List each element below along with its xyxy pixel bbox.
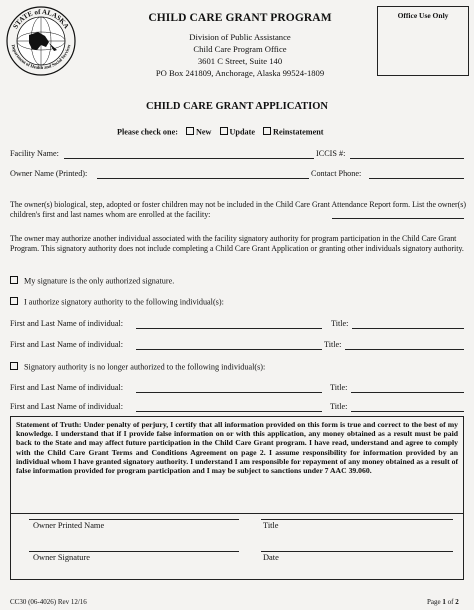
authorized-title-label-2: Title:: [324, 340, 342, 349]
page-of: of: [447, 598, 454, 606]
office-use-box: [377, 6, 469, 76]
only-signature-label: My signature is the only authorized signature.: [24, 276, 175, 286]
facility-name-field[interactable]: [64, 158, 314, 159]
division-line: Division of Public Assistance: [189, 32, 291, 42]
revoked-name-label-1: First and Last Name of individual:: [10, 383, 124, 392]
alaska-state-seal-icon: [5, 5, 77, 77]
revoked-name-field-1[interactable]: [136, 392, 322, 393]
authorized-title-field-2[interactable]: [345, 349, 464, 350]
check-one-prompt: Please check one:: [117, 127, 178, 137]
signature-date-field[interactable]: [261, 551, 453, 552]
contact-phone-field[interactable]: [369, 178, 464, 179]
contact-phone-label: Contact Phone:: [311, 169, 362, 178]
update-option-label: Update: [229, 127, 255, 137]
authorized-name-label-2: First and Last Name of individual:: [10, 340, 124, 349]
application-title: CHILD CARE GRANT APPLICATION: [146, 101, 328, 112]
form-id: CC30 (06-4026) Rev 12/16: [10, 598, 87, 606]
revoked-title-label-1: Title:: [330, 383, 348, 392]
new-option-label: New: [195, 127, 212, 137]
signature-date-label: Date: [263, 553, 279, 562]
no-longer-option: [10, 362, 265, 372]
owner-printed-name-field[interactable]: [29, 519, 239, 520]
new-checkbox[interactable]: [186, 127, 194, 135]
iccis-label: ICCIS #:: [316, 149, 346, 158]
page-number: [427, 598, 459, 606]
only-signature-checkbox[interactable]: [10, 276, 18, 284]
iccis-field[interactable]: [350, 158, 464, 159]
authorized-name-label-1: First and Last Name of individual:: [10, 319, 124, 328]
office-use-label: Office Use Only: [397, 11, 449, 20]
authorize-option: [10, 297, 224, 307]
no-longer-label: Signatory authority is no longer authorized to the following individual(s):: [24, 362, 266, 372]
authorize-checkbox[interactable]: [10, 297, 18, 305]
seal-bottom-text: Department of Health and Social Services: [10, 43, 72, 71]
office-line: Child Care Program Office: [193, 44, 287, 54]
children-names-field-1[interactable]: [332, 218, 464, 219]
facility-name-label: Facility Name:: [10, 149, 59, 158]
children-instructions: The owner(s) biological, step, adopted or foster children may not be included in the Child Care Grant Attendance Report form. List the owner(s) children's first and last names whom are enrolled at the facility:: [10, 200, 466, 219]
owner-name-label: Owner Name (Printed):: [10, 169, 88, 178]
authorized-name-field-1[interactable]: [136, 328, 322, 329]
authorize-label: I authorize signatory authority to the following individual(s):: [24, 297, 224, 307]
no-longer-checkbox[interactable]: [10, 362, 18, 370]
statement-of-truth: Statement of Truth: Under penalty of perjury, I certify that all information provided on this form is true and correct to the best of my knowledge. I understand that if I provide false information on or with this application, any money obtained as a result must be paid back to the State and may affect future participation in the Child Care Grant program. I have read, understand and agree to comply with the Child Care Grant Terms and Conditions Agreement on page 2. I assume responsibility for information provided by an individual whom I have granted signatory authority. I understand I am responsible for repayment of any money obtained as a result of false information provided for program participation and I may be subject to sanctions under 7 AAC 39.060.: [10, 416, 464, 514]
revoked-title-field-2[interactable]: [351, 411, 464, 412]
page-current: 1: [442, 598, 446, 606]
authority-instructions: The owner may authorize another individual associated with the facility signatory authority for program participation in the Child Care Grant Program. This signatory authority does not include completing a Child Care Grant Application or granting other individuals signatory authority.: [10, 234, 464, 253]
owner-name-field[interactable]: [97, 178, 309, 179]
only-signature-option: [10, 276, 174, 286]
seal-top-text: STATE of ALASKA: [11, 7, 71, 31]
street-line: 3601 C Street, Suite 140: [197, 56, 283, 66]
program-title: CHILD CARE GRANT PROGRAM: [148, 12, 332, 24]
owner-title-field[interactable]: [261, 519, 453, 520]
update-checkbox[interactable]: [220, 127, 228, 135]
reinstatement-checkbox[interactable]: [263, 127, 271, 135]
reinstatement-option-label: Reinstatement: [273, 127, 324, 137]
application-type-selector: [117, 127, 324, 137]
authorized-name-field-2[interactable]: [136, 349, 322, 350]
pobox-line: PO Box 241809, Anchorage, Alaska 99524-1809: [155, 68, 325, 78]
owner-signature-field[interactable]: [29, 551, 239, 552]
page-total: 2: [455, 598, 459, 606]
owner-signature-label: Owner Signature: [33, 553, 90, 562]
revoked-title-field-1[interactable]: [351, 392, 464, 393]
revoked-name-field-2[interactable]: [136, 411, 322, 412]
owner-title-label: Title: [263, 521, 279, 530]
owner-printed-name-label: Owner Printed Name: [33, 521, 105, 530]
revoked-name-label-2: First and Last Name of individual:: [10, 402, 124, 411]
signature-box: [10, 514, 464, 580]
authorized-title-field-1[interactable]: [352, 328, 464, 329]
page-prefix: Page: [427, 598, 441, 606]
authorized-title-label-1: Title:: [331, 319, 349, 328]
revoked-title-label-2: Title:: [330, 402, 348, 411]
